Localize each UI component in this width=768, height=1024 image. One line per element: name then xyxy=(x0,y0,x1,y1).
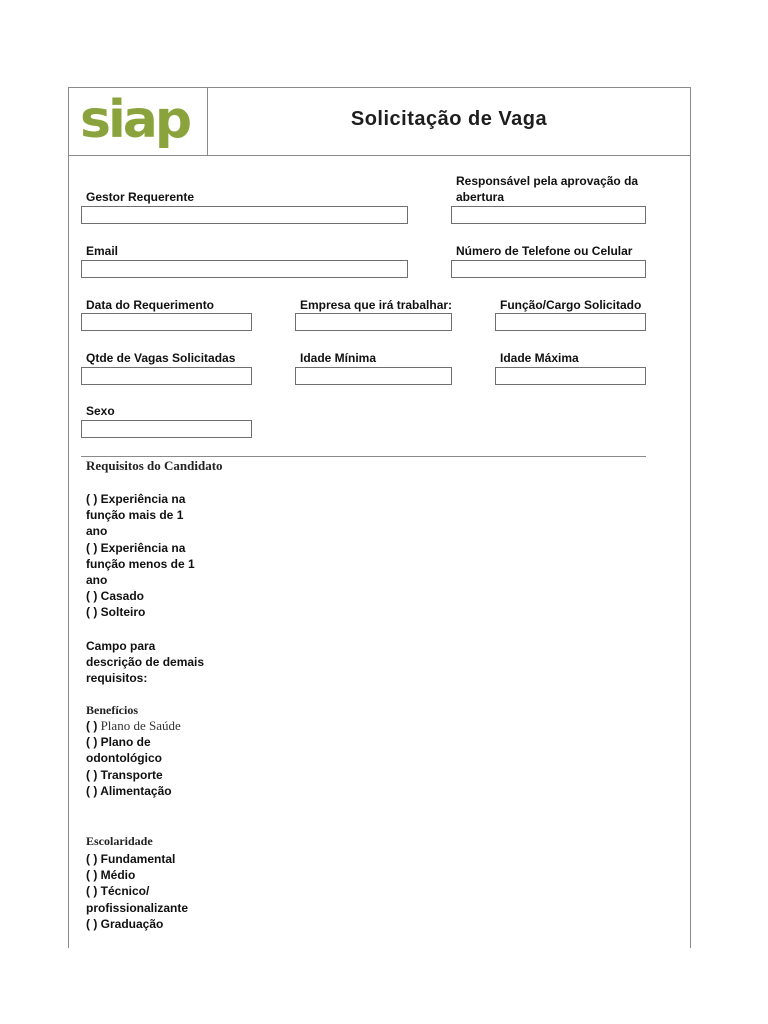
email-label: Email xyxy=(86,244,119,258)
list-item[interactable]: ( ) Experiência na função menos de 1 ano xyxy=(86,540,195,588)
idade-max-field[interactable] xyxy=(495,367,646,385)
form-frame xyxy=(68,87,691,948)
sexo-field[interactable] xyxy=(81,420,252,438)
escolaridade-heading: Escolaridade xyxy=(86,834,153,848)
list-item[interactable]: ( ) Fundamental xyxy=(86,852,176,866)
idade-min-field[interactable] xyxy=(295,367,452,385)
qtde-field[interactable] xyxy=(81,367,252,385)
descricao-label: Campo para descrição de demais requisitos: xyxy=(86,639,205,686)
list-item[interactable]: ( ) Técnico/ profissionalizante xyxy=(86,884,189,915)
list-item[interactable]: ( ) Graduação xyxy=(86,916,164,931)
empresa-field[interactable] xyxy=(295,313,452,331)
list-item[interactable]: ( ) Experiência na função mais de 1 ano xyxy=(86,492,186,539)
telefone-field[interactable] xyxy=(451,260,646,278)
sexo-label: Sexo xyxy=(86,404,115,418)
idade-min-label: Idade Mínima xyxy=(300,351,377,365)
telefone-label: Número de Telefone ou Celular xyxy=(456,244,633,258)
gestor-label: Gestor Requerente xyxy=(86,190,195,204)
responsavel-label-line1: Responsável pela aprovação da xyxy=(456,174,639,188)
requisitos-list xyxy=(86,491,204,621)
gestor-field[interactable] xyxy=(81,206,408,224)
qtde-label: Qtde de Vagas Solicitadas xyxy=(86,351,236,365)
option-prefix: ( ) xyxy=(86,719,98,733)
list-item[interactable]: ( ) Médio xyxy=(86,868,136,883)
escolaridade-list xyxy=(86,851,211,932)
funcao-label: Função/Cargo Solicitado xyxy=(500,298,642,312)
list-item[interactable]: ( ) Plano de odontológico xyxy=(86,735,162,766)
logo-cell xyxy=(69,88,208,155)
list-item[interactable]: ( ) Transporte xyxy=(86,767,163,782)
empresa-label: Empresa que irá trabalhar: xyxy=(300,298,453,312)
list-item[interactable]: ( ) Casado xyxy=(86,589,145,604)
list-item[interactable]: ( ) Solteiro xyxy=(86,605,146,620)
idade-max-label: Idade Máxima xyxy=(500,351,579,365)
funcao-field[interactable] xyxy=(495,313,646,331)
page-title: Solicitação de Vaga xyxy=(350,108,548,130)
siap-logo: siap xyxy=(80,90,190,150)
email-field[interactable] xyxy=(81,260,408,278)
requisitos-heading: Requisitos do Candidato xyxy=(86,458,223,473)
list-item[interactable] xyxy=(86,718,211,734)
responsavel-field[interactable] xyxy=(451,206,646,224)
data-label: Data do Requerimento xyxy=(86,298,215,312)
beneficios-list xyxy=(86,718,211,799)
responsavel-label-line2: abertura xyxy=(456,190,505,204)
form-header xyxy=(69,88,690,156)
option-text: Plano de Saúde xyxy=(97,718,181,733)
data-field[interactable] xyxy=(81,313,252,331)
section-divider xyxy=(81,456,646,457)
beneficios-heading: Benefícios xyxy=(86,703,138,717)
list-item[interactable]: ( ) Alimentação xyxy=(86,783,172,798)
